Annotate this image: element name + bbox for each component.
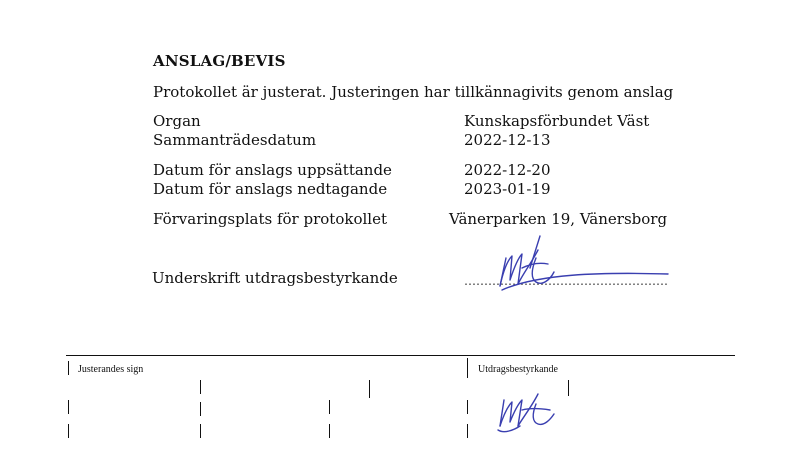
removal-date-label: Datum för anslags nedtagande xyxy=(153,180,388,198)
handwritten-signature xyxy=(478,228,678,298)
protocol-statement: Protokollet är justerat. Justeringen har tillkännagivits genom anslag xyxy=(153,83,674,101)
signature-dotted-line: …………………………………………… xyxy=(464,274,668,288)
organ-value: Kunskapsförbundet Väst xyxy=(464,112,650,130)
document-heading: ANSLAG/BEVIS xyxy=(153,52,286,70)
footer-tick xyxy=(467,358,468,378)
meeting-date-label: Sammanträdesdatum xyxy=(153,131,317,149)
posting-date-value: 2022-12-20 xyxy=(464,161,551,179)
removal-date-value: 2023-01-19 xyxy=(464,180,551,198)
footer-tick xyxy=(200,402,201,416)
footer-tick xyxy=(200,380,201,394)
storage-value: Vänerparken 19, Vänersborg xyxy=(449,210,668,228)
footer-tick xyxy=(329,400,330,414)
footer-tick xyxy=(369,380,370,398)
footer-tick xyxy=(68,424,69,438)
footer-tick xyxy=(68,361,69,375)
footer-tick xyxy=(329,424,330,438)
footer-tick xyxy=(68,400,69,414)
organ-label: Organ xyxy=(153,112,201,130)
storage-label: Förvaringsplats för protokollet xyxy=(153,210,387,228)
justerandes-sign-label: Justerandes sign xyxy=(78,364,144,375)
posting-date-label: Datum för anslags uppsättande xyxy=(153,161,392,179)
footer-divider xyxy=(66,355,735,356)
footer-tick xyxy=(200,424,201,438)
utdragsbestyrkande-label: Utdragsbestyrkande xyxy=(478,364,558,375)
footer-tick xyxy=(467,400,468,414)
handwritten-initials xyxy=(490,380,580,440)
footer-tick xyxy=(467,424,468,438)
signature-label: Underskrift utdragsbestyrkande xyxy=(152,269,398,287)
meeting-date-value: 2022-12-13 xyxy=(464,131,551,149)
